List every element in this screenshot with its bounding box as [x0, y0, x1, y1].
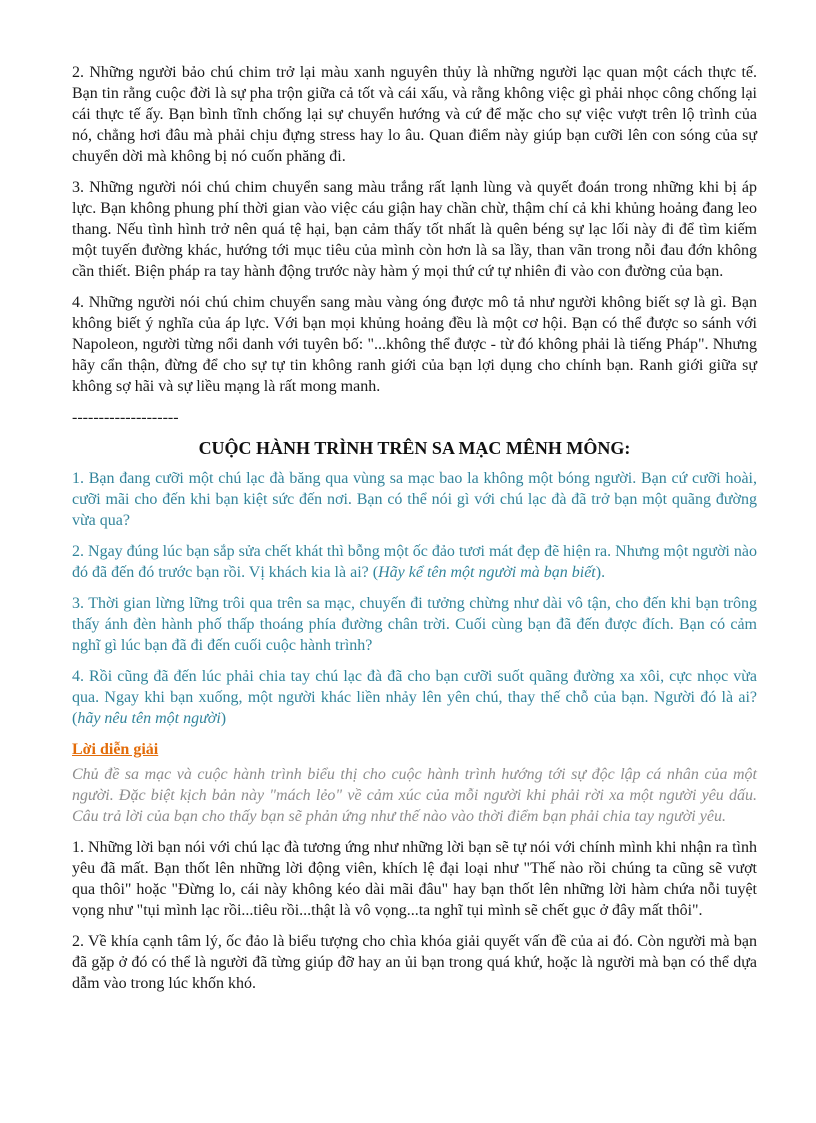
question-4	[72, 666, 757, 729]
document-page	[72, 62, 757, 1004]
answer-paragraph-2: 2. Những người bảo chú chim trở lại màu xanh nguyên thủy là những người lạc quan một cách thực tế. Bạn tin rằng cuộc đời là sự pha trộn giữa cả tốt và cái xấu, và rằng không việc gì phải nhọc công chống lại cái thực tế ấy. Bạn bình tĩnh chống lại sự chuyển hướng và cứ để mặc cho sự việc vượt trên lộ trình của nó, chẳng hơi đâu mà phải chịu đựng stress hay lo âu. Quan điểm này giúp bạn cưỡi lên con sóng của sự chuyển dời mà không bị nó cuốn phăng đi.	[72, 64, 757, 165]
section-title: CUỘC HÀNH TRÌNH TRÊN SA MẠC MÊNH MÔNG:	[198, 438, 631, 458]
question-2-hint: Hãy kể tên một người mà bạn biết	[378, 564, 596, 581]
interpretation-title: Lời diễn giải	[72, 741, 159, 758]
question-4-end: )	[220, 710, 227, 727]
question-2	[72, 541, 757, 583]
question-3: 3. Thời gian lừng lững trôi qua trên sa mạc, chuyến đi tưởng chừng như dài vô tận, cho đến khi bạn trông thấy ánh đèn hành phố thấp thoáng phía đường chân trời. Cuối cùng bạn đã đến được đích. Bạn có cảm nghĩ gì lúc bạn đã đi đến cuối cuộc hành trình?	[72, 595, 757, 654]
question-2-end: ).	[595, 564, 606, 581]
question-1: 1. Bạn đang cưỡi một chú lạc đà băng qua vùng sa mạc bao la không một bóng người. Bạn cứ cưỡi hoài, cưỡi mãi cho đến khi bạn kiệt sức đến nơi. Bạn có thể nói gì với chú lạc đà đã trở bạn một quãng đường vừa qua?	[72, 470, 757, 529]
question-2-text: 2. Ngay đúng lúc bạn sắp sửa chết khát thì bỗng một ốc đảo tươi mát đẹp đẽ hiện ra. Nhưng một người nào đó đã đến đó trước bạn rồi. Vị khách kia là ai? (	[72, 543, 757, 581]
interpretation-paragraph-1: 1. Những lời bạn nói với chú lạc đà tương ứng như những lời bạn sẽ tự nói với chính mình khi nhận ra tình yêu đã mất. Bạn thốt lên những lời động viên, khích lệ đại loại như "Thế nào rồi chúng ta cũng sẽ vượt qua thôi" hoặc "Đừng lo, cái này không kéo dài mãi đâu" hay bạn thốt lên những lời hàm chứa nỗi tuyệt vọng như "tụi mình lạc rồi...tiêu rồi...thật là vô vọng...ta nghĩ tụi mình sẽ chết gục ở đây mất thôi".	[72, 839, 757, 919]
interpretation-paragraph-2: 2. Về khía cạnh tâm lý, ốc đảo là biểu tượng cho chìa khóa giải quyết vấn đề của ai đó. Còn người mà bạn đã gặp ở đó có thể là người đã từng giúp đỡ hay an ủi bạn trong quá khứ, hoặc là người mà bạn có thể dựa dẫm vào trong lúc khốn khó.	[72, 933, 757, 992]
section-separator: --------------------	[72, 409, 179, 426]
answer-paragraph-3: 3. Những người nói chú chim chuyển sang màu trắng rất lạnh lùng và quyết đoán trong những khi bị áp lực. Bạn không phung phí thời gian vào việc cáu giận hay chần chừ, thậm chí cả khi khủng hoảng đang leo thang. Nếu tình hình trở nên quá tệ hại, bạn cảm thấy tốt nhất là quên béng sự lạc lối này đi để tìm kiếm một tuyến đường khác, hướng tới mục tiêu của mình còn hơn là sa lầy, than vãn trong nỗi đau đớn không cần thiết. Biện pháp ra tay hành động trước này hàm ý mọi thứ cứ tự nhiên đi vào con đường của bạn.	[72, 179, 757, 280]
question-4-text: 4. Rồi cũng đã đến lúc phải chia tay chú lạc đà đã cho bạn cưỡi suốt quãng đường xa xôi, cực nhọc vừa qua. Ngay khi bạn xuống, một người khác liền nhảy lên yên chú, thay thế chỗ của bạn. Người đó là ai? (	[72, 668, 757, 727]
answer-paragraph-4: 4. Những người nói chú chim chuyển sang màu vàng óng được mô tả như người không biết sợ là gì. Bạn không biết ý nghĩa của áp lực. Với bạn mọi khủng hoảng đều là một cơ hội. Bạn có thể được so sánh với Napoleon, người từng nổi danh với tuyên bố: "...không thể được - từ đó không phải là tiếng Pháp". Nhưng hãy cẩn thận, đừng để cho sự tự tin không ranh giới của bạn lợi dụng cho chính bạn. Ranh giới giữa sự không sợ hãi và sự liều mạng là rất mong manh.	[72, 294, 757, 395]
interpretation-intro: Chủ đề sa mạc và cuộc hành trình biểu thị cho cuộc hành trình hướng tới sự độc lập cá nhân của một người. Đặc biệt kịch bản này "mách lẻo" về cảm xúc của mỗi người khi phải rời xa một người yêu dấu. Câu trả lời của bạn cho thấy bạn sẽ phản ứng như thế nào vào thời điểm bạn phải chia tay người yêu.	[72, 766, 757, 825]
question-4-hint: hãy nêu tên một người	[77, 710, 221, 727]
